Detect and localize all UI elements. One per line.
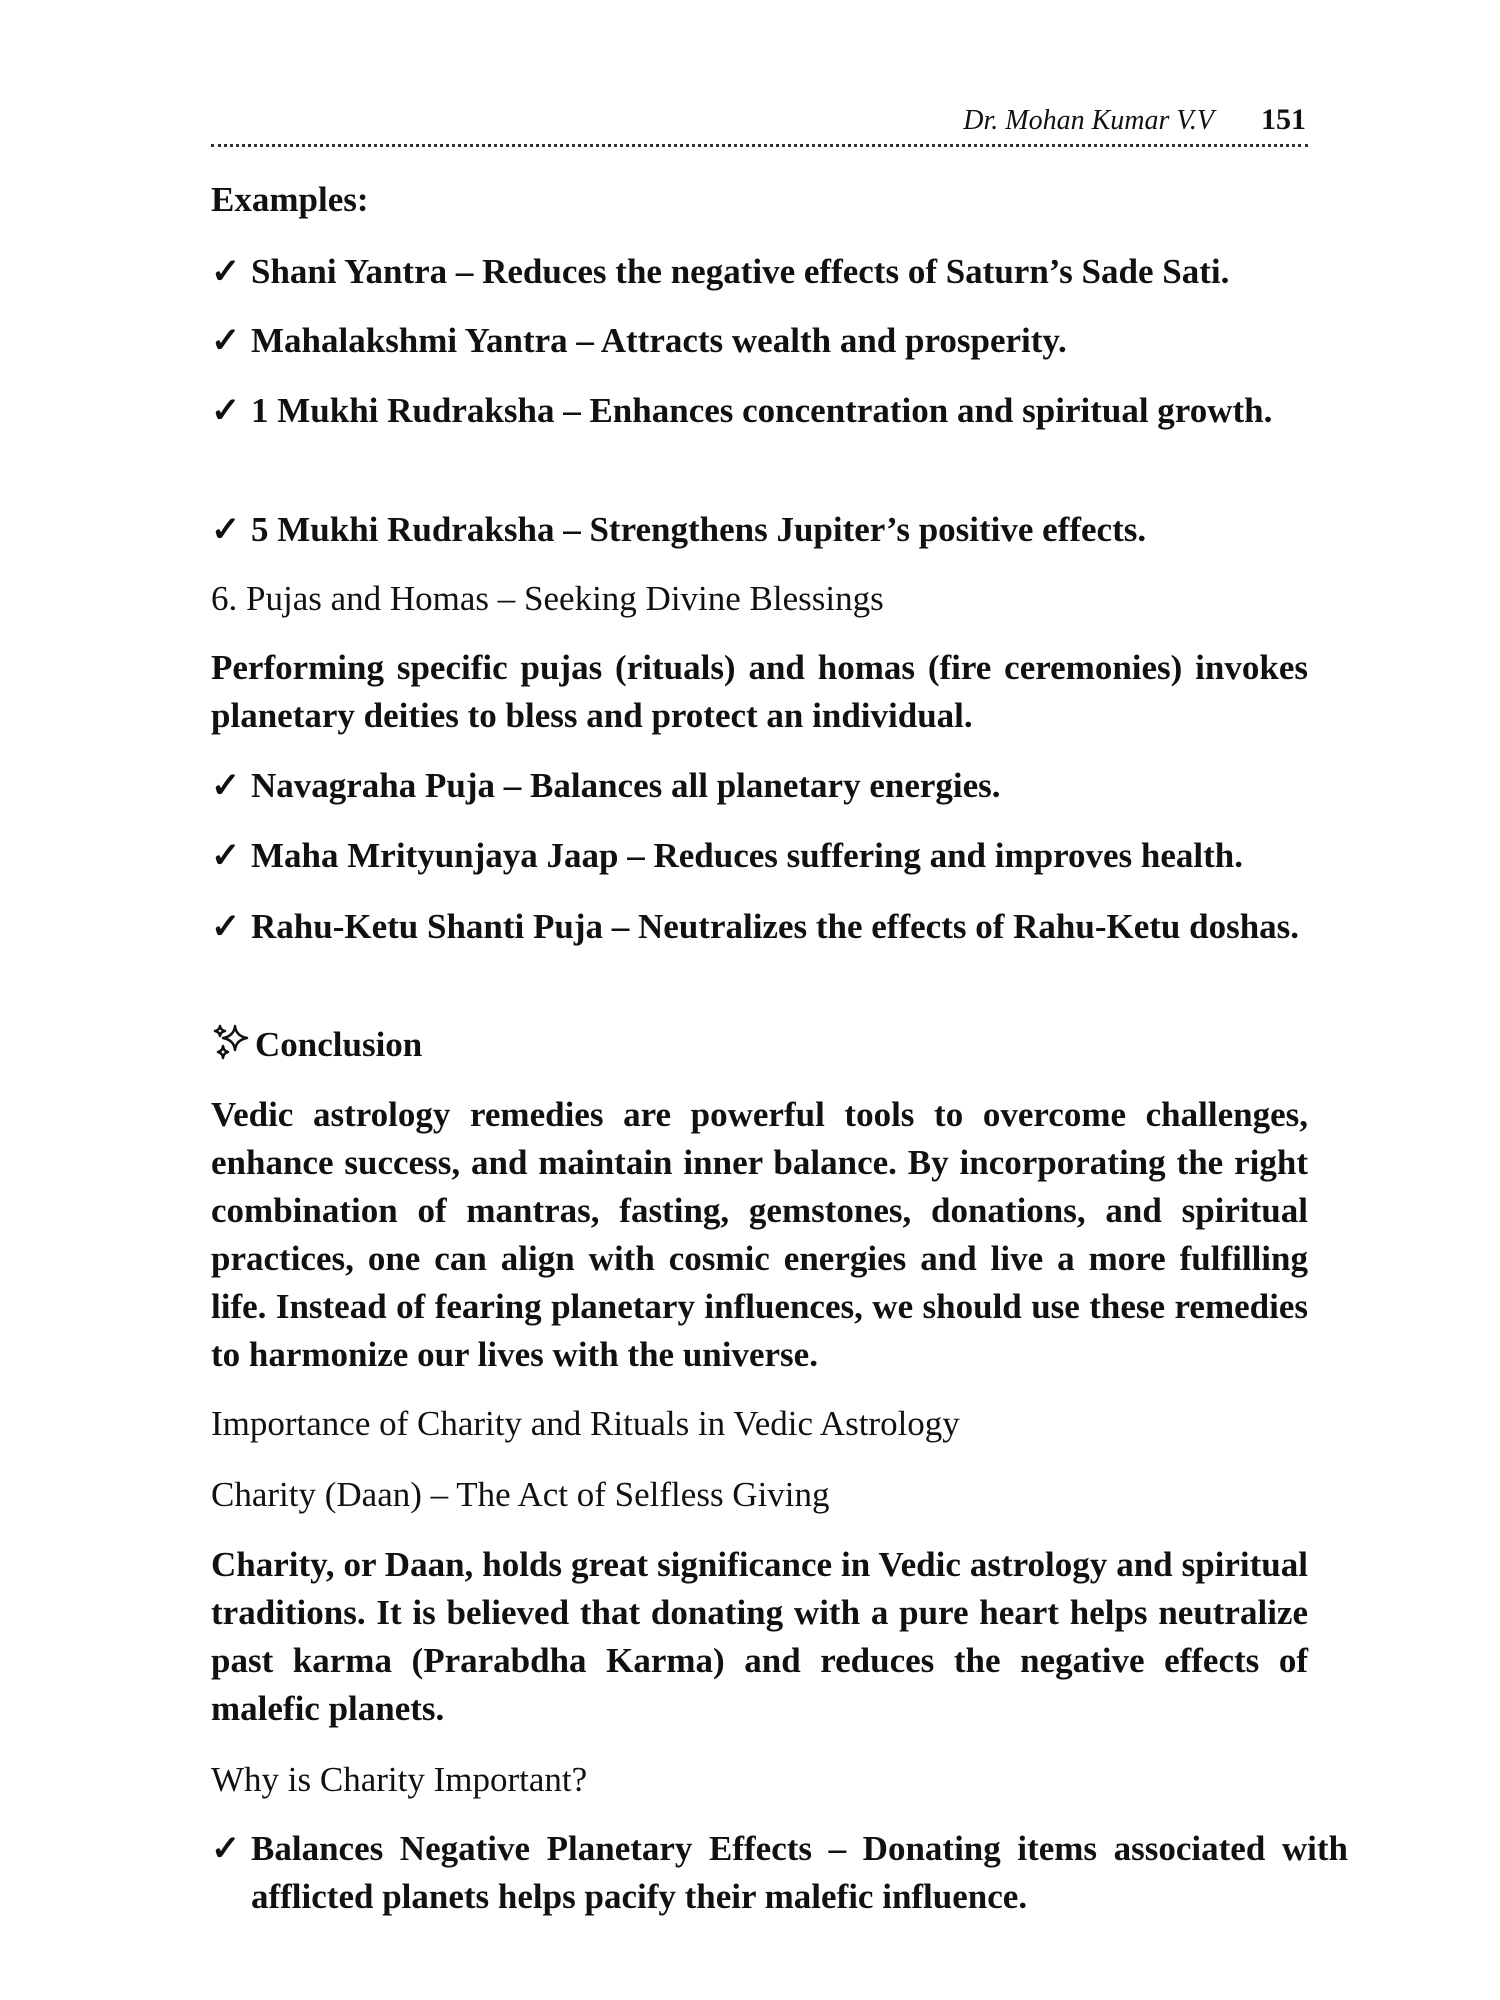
item-text: Navagraha Puja – Balances all planetary energies. bbox=[251, 766, 1001, 805]
item-text: Rahu-Ketu Shanti Puja – Neutralizes the effects of Rahu-Ketu doshas. bbox=[251, 907, 1300, 946]
item-text: Maha Mrityunjaya Jaap – Reduces suffering and improves health. bbox=[251, 836, 1244, 875]
conclusion-paragraph: Vedic astrology remedies are powerful tools to overcome challenges, enhance success, and maintain inner balance. By incorporating the right combination of mantras, fasting, gemstones, donations, and spiritual practices, one can align with cosmic energies and live a more fulfilling life. Instead of fearing planetary influences, we should use these remedies to harmonize our lives with the universe. bbox=[211, 1095, 1308, 1374]
running-header bbox=[963, 100, 1306, 141]
check-icon: ✓ bbox=[211, 252, 241, 291]
examples-heading: Examples: bbox=[211, 180, 369, 219]
sparkles-icon bbox=[211, 1022, 255, 1075]
section-paragraph: Performing specific pujas (rituals) and homas (fire ceremonies) invokes planetary deities to bless and protect an individual. bbox=[211, 648, 1308, 735]
section-heading: 6. Pujas and Homas – Seeking Divine Blessings bbox=[211, 579, 884, 618]
list-item bbox=[211, 506, 1348, 554]
check-icon: ✓ bbox=[211, 1829, 241, 1868]
charity-paragraph: Charity, or Daan, holds great significance in Vedic astrology and spiritual traditions. It is believed that donating with a pure heart helps neutralize past karma (Prarabdha Karma) and reduces the negative effects of malefic planets. bbox=[211, 1545, 1308, 1728]
list-item bbox=[211, 248, 1348, 296]
header-divider bbox=[211, 144, 1308, 147]
why-heading: Why is Charity Important? bbox=[211, 1760, 588, 1799]
item-text: 5 Mukhi Rudraksha – Strengthens Jupiter’s positive effects. bbox=[251, 510, 1147, 549]
check-icon: ✓ bbox=[211, 391, 241, 430]
check-icon: ✓ bbox=[211, 836, 241, 875]
list-item bbox=[211, 1825, 1348, 1921]
check-icon: ✓ bbox=[211, 766, 241, 805]
item-text: 1 Mukhi Rudraksha – Enhances concentration and spiritual growth. bbox=[251, 391, 1273, 430]
item-text: Balances Negative Planetary Effects – Donating items associated with afflicted planets helps pacify their malefic influence. bbox=[251, 1829, 1348, 1916]
page-number: 151 bbox=[1261, 103, 1306, 136]
importance-heading: Importance of Charity and Rituals in Vedic Astrology bbox=[211, 1404, 960, 1443]
header-author: Dr. Mohan Kumar V.V bbox=[963, 105, 1214, 136]
check-icon: ✓ bbox=[211, 510, 241, 549]
item-text: Mahalakshmi Yantra – Attracts wealth and prosperity. bbox=[251, 321, 1067, 360]
check-icon: ✓ bbox=[211, 907, 241, 946]
item-text: Shani Yantra – Reduces the negative effects of Saturn’s Sade Sati. bbox=[251, 252, 1230, 291]
conclusion-title: Conclusion bbox=[255, 1025, 423, 1064]
list-item bbox=[211, 903, 1348, 951]
check-icon: ✓ bbox=[211, 321, 241, 360]
list-item bbox=[211, 387, 1348, 435]
charity-heading: Charity (Daan) – The Act of Selfless Giving bbox=[211, 1475, 830, 1514]
conclusion-heading bbox=[211, 1021, 1308, 1075]
list-item bbox=[211, 832, 1348, 880]
list-item bbox=[211, 317, 1348, 365]
list-item bbox=[211, 762, 1348, 810]
